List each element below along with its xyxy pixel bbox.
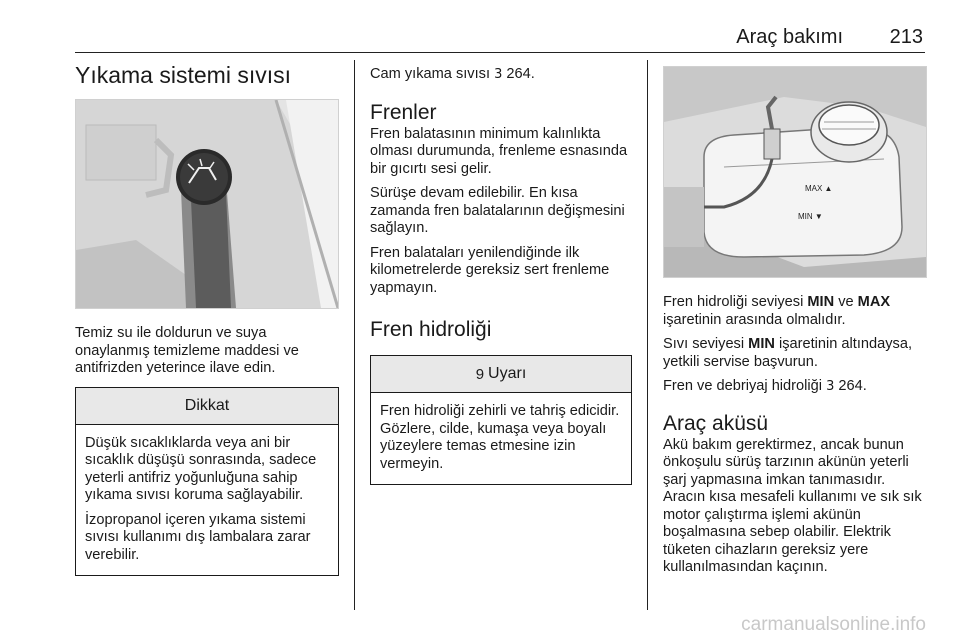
washer-reservoir-image: [75, 99, 339, 309]
warning-title: Uyarı: [488, 365, 527, 382]
text-span: Sıvı seviyesi: [663, 336, 749, 352]
page-number: 213: [889, 26, 923, 48]
column-2: [370, 60, 632, 485]
warning-icon: 9: [475, 365, 485, 383]
warning-text: Fren hidroliği zehirli ve tahriş edicidir. Gözlere, cilde, kumaşa veya boyalı yüzeylere temas etmesine izin vermeyin.: [380, 403, 620, 472]
max-mark-label: MAX ▲: [805, 184, 833, 193]
text-span: işaretinin arasında olmalıdır.: [663, 311, 846, 328]
fluid-level-paragraph: [663, 294, 925, 329]
caution-title: Dikkat: [76, 388, 338, 425]
battery-heading: Araç aküsü: [663, 411, 769, 435]
text-span: ve: [834, 294, 858, 310]
min-label: MIN: [748, 336, 775, 352]
crossref-text: Cam yıkama sıvısı: [370, 66, 491, 82]
washer-fluid-intro: Temiz su ile doldurun ve suya onaylanmış temizleme maddesi ve antifrizden yeterince ilave edin.: [75, 325, 299, 376]
max-label: MAX: [857, 294, 891, 310]
brakes-heading: Frenler: [370, 100, 437, 124]
brake-fluid-heading: Fren hidroliği: [370, 318, 492, 341]
crossref-page: 264.: [506, 66, 535, 82]
crossref-washer: [370, 66, 632, 84]
washer-fluid-heading: Yıkama sistemi sıvısı: [75, 62, 291, 88]
text-span: işaretinin altındaysa, yetkili servise başvurun.: [663, 336, 913, 370]
page-header: [75, 24, 925, 53]
watermark: carmanualsonline.info: [741, 614, 926, 635]
battery-text: Akü bakım gerektirmez, ancak bunun önkoşulu sürüş tarzının akünün yeterli şarj yapmasına imkan tanımasıdır. Aracın kısa mesafeli kullanımı ve sık sık motor çalıştırma işlemi akünün boşalmasına sebep olabilir. Elektrik tüketen cihazların gereksiz yere kullanılmasından kaçının.: [663, 436, 922, 575]
brakes-paragraph: Sürüşe devam edilebilir. En kısa zamanda fren balatalarının değişmesini sağlayın.: [370, 185, 625, 236]
column-3: [663, 60, 925, 584]
warning-box: [370, 355, 632, 485]
caution-paragraph: İzopropanol içeren yıkama sistemi sıvısı kullanımı dış lambalara zarar verebilir.: [85, 511, 311, 563]
brake-fluid-reservoir-image: [663, 66, 927, 278]
caution-box: [75, 387, 339, 577]
crossref-text: Fren ve debriyaj hidroliği: [663, 378, 822, 394]
crossref-brake-fluid: [663, 378, 925, 396]
brakes-paragraph: Fren balataları yenilendiğinde ilk kilometrelerde gereksiz sert frenleme yapmayın.: [370, 244, 610, 296]
caution-paragraph: Düşük sıcaklıklarda veya ani bir sıcaklık düşüşü sonrasında, sadece yeterli antifriz yoğunluğuna sahip yıkama sıvısı koruma sağlayabilir.: [85, 434, 317, 503]
brakes-paragraph: Fren balatasının minimum kalınlıkta olması durumunda, frenleme esnasında bir gıcırtı sesi gelir.: [370, 125, 628, 177]
section-title: Araç bakımı: [736, 26, 843, 48]
fluid-below-paragraph: [663, 336, 925, 371]
column-divider: [647, 60, 648, 610]
crossref-arrow-icon: 3: [494, 67, 503, 82]
crossref-page: 264.: [838, 378, 867, 394]
text-span: Fren hidroliği seviyesi: [663, 294, 808, 310]
column-1: [75, 60, 339, 576]
column-divider: [354, 60, 355, 610]
crossref-arrow-icon: 3: [826, 379, 835, 394]
min-mark-label: MIN ▼: [798, 212, 823, 221]
warning-header: [371, 356, 631, 393]
min-label: MIN: [807, 294, 835, 310]
